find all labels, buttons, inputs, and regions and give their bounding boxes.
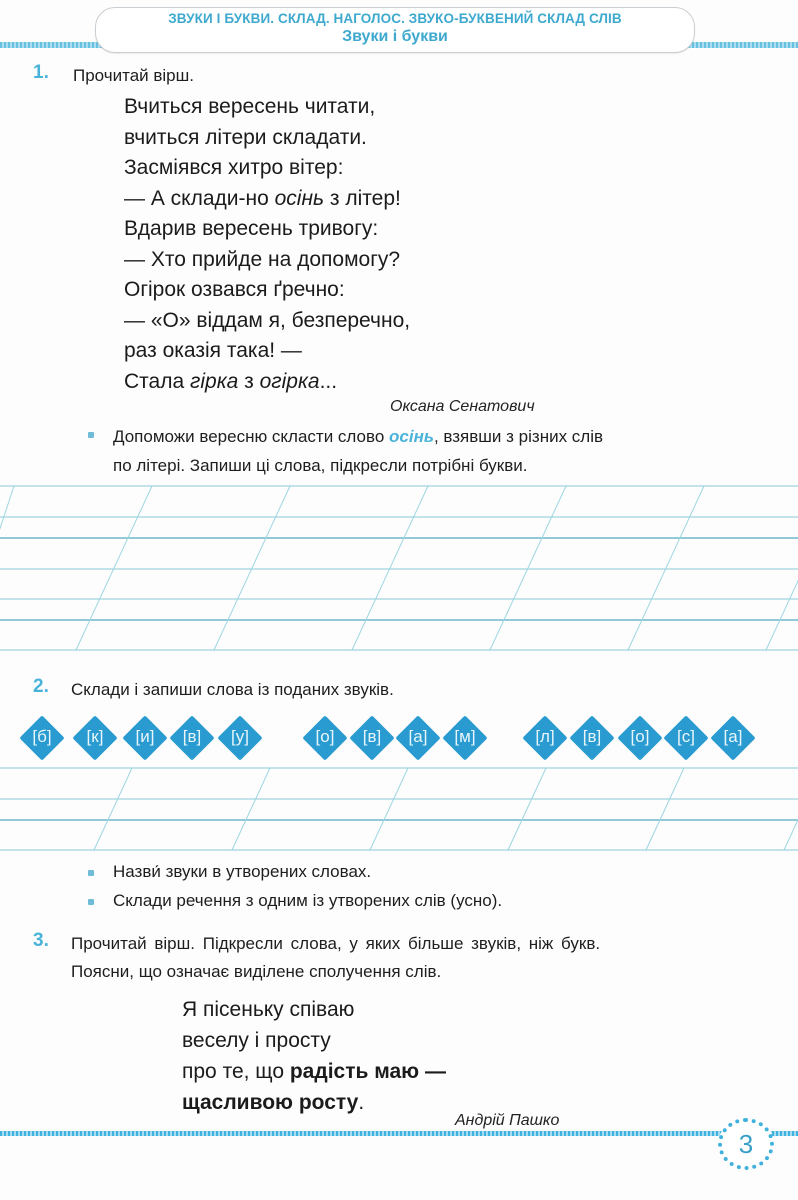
section-header (95, 7, 695, 53)
sound-label: [а] (723, 727, 743, 746)
task-3-number: 3. (33, 930, 49, 951)
writing-lines-area-2[interactable] (0, 762, 798, 857)
poem-line (182, 1056, 446, 1087)
highlighted-phrase: щасливою росту (182, 1091, 359, 1114)
instruction-text: Допоможи вересню скласти слово (113, 427, 390, 446)
task-2-bullet-1: Назви́ звуки в утворених словах. (113, 862, 372, 881)
poem-line (124, 245, 410, 276)
poem-text: Вчиться вересень читати, (124, 95, 376, 118)
task-3-prompt-line-2: Поясни, що означає виділене сполучення слів. (71, 962, 442, 981)
bullet-icon (88, 432, 94, 438)
task-3-prompt-line-1: Прочитай вірш. Підкресли слова, у яких більше звуків, ніж букв. (71, 934, 601, 953)
sound-label: [в] (582, 727, 602, 746)
poem-line (182, 1025, 446, 1056)
highlighted-word: осінь (389, 427, 434, 446)
poem-3-author: Андрій Пашко (455, 1112, 560, 1129)
poem-text: раз оказія така! — (124, 339, 302, 362)
poem-text: ... (319, 369, 338, 393)
poem-text: — А склади-но (124, 186, 275, 210)
poem-text: з літер! (324, 186, 401, 210)
writing-lines-area-1[interactable] (0, 480, 798, 655)
bullet-icon (88, 870, 94, 876)
task-2-number: 2. (33, 676, 49, 697)
sound-label: [в] (182, 727, 202, 746)
poem-text: Вдарив вересень тривогу: (124, 217, 379, 240)
poem-text: про те, що (182, 1060, 290, 1083)
poem-line (124, 306, 410, 337)
poem-line (124, 367, 410, 398)
poem-text: Я пісеньку співаю (182, 998, 355, 1021)
poem-text: Стала (124, 369, 190, 393)
task-2-bullet-2: Склади речення з одним із утворених слів (усно). (113, 891, 503, 910)
sound-label: [к] (86, 727, 104, 746)
highlighted-phrase: радість маю — (289, 1060, 446, 1083)
sound-label: [с] (677, 727, 695, 746)
poem-line (124, 214, 410, 245)
section-topic: ЗВУКИ І БУКВИ. СКЛАД. НАГОЛОС. ЗВУКО-БУКВЕНИЙ СКЛАД СЛІВ (168, 11, 622, 26)
poem-line (124, 92, 410, 123)
italic-word: огірка (259, 369, 320, 393)
task-1-prompt: Прочитай вірш. (73, 66, 195, 85)
poem-text: — «О» віддам я, безперечно, (124, 308, 411, 332)
poem-line (182, 994, 446, 1025)
poem-text: — Хто прийде на допомогу? (124, 247, 401, 271)
poem-text: Засміявся хитро вітер: (124, 156, 344, 179)
italic-word: осінь (274, 186, 325, 210)
italic-word: гірка (190, 369, 239, 393)
task-1-number: 1. (33, 62, 49, 83)
section-subtitle: Звуки і букви (342, 28, 448, 45)
poem-text: . (358, 1091, 365, 1114)
poem-3 (182, 994, 446, 1118)
poem-text: Огірок озвався ґречно: (124, 278, 345, 301)
poem-line (124, 184, 410, 215)
poem-text: вчиться літери складати. (124, 125, 367, 149)
page-number-badge: 3 (718, 1118, 774, 1170)
sound-label: [м] (454, 727, 476, 746)
task-2-prompt: Склади і запиши слова із поданих звуків. (71, 680, 394, 699)
poem-1 (124, 92, 410, 397)
sound-label: [о] (630, 727, 650, 746)
sound-label: [у] (231, 727, 249, 746)
sound-label: [в] (362, 727, 382, 746)
sound-label: [о] (315, 727, 335, 746)
sound-label: [и] (135, 727, 155, 746)
poem-line (124, 336, 410, 367)
poem-line (124, 275, 410, 306)
footer-dotted-line (0, 1131, 798, 1136)
poem-line (182, 1087, 446, 1118)
sound-label: [б] (32, 727, 52, 746)
poem-1-author: Оксана Сенатович (390, 398, 535, 415)
poem-line (124, 123, 410, 154)
poem-text: веселу і просту (182, 1029, 331, 1052)
instruction-text: , взявши з різних слів (433, 427, 604, 446)
sound-label: [л] (535, 727, 555, 746)
bullet-icon (88, 899, 94, 905)
poem-line (124, 153, 410, 184)
poem-text: з (238, 369, 260, 393)
task-1-instruction (113, 422, 603, 480)
instruction-text: по літері. Запиши ці слова, підкресли потрібні букви. (113, 456, 528, 475)
sound-label: [а] (408, 727, 428, 746)
